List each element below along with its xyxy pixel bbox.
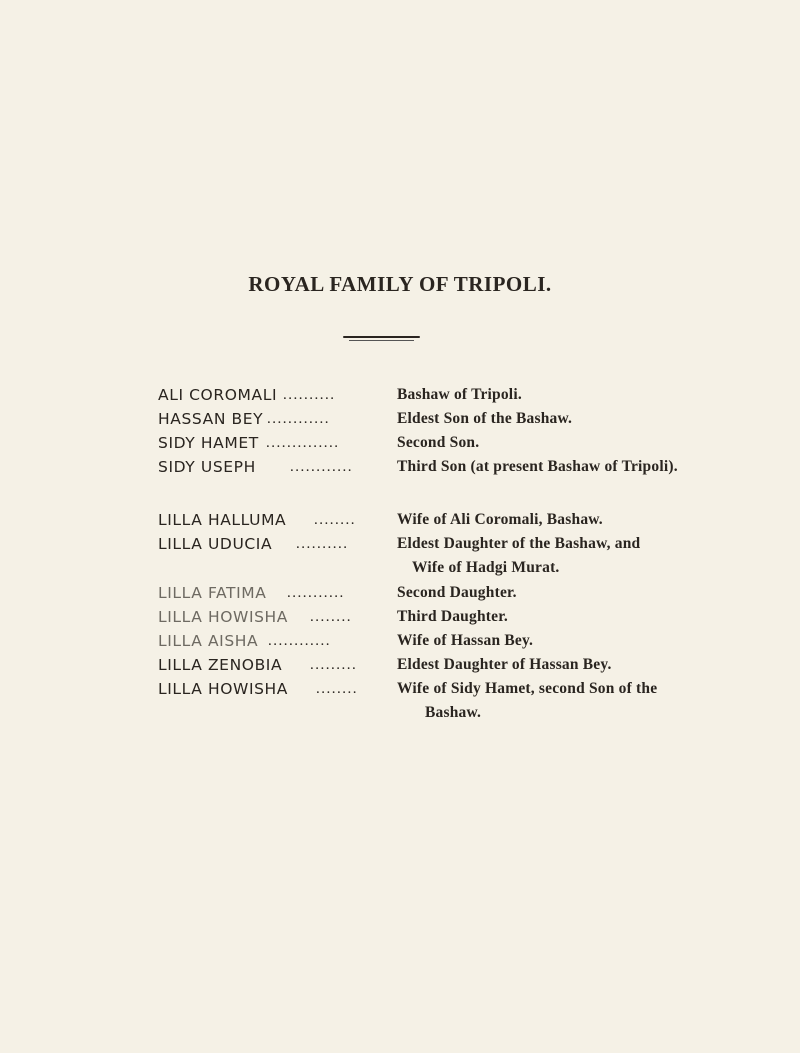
list-item (158, 533, 678, 557)
member-name: SIDY HAMET (158, 434, 259, 452)
member-name: LILLA HOWISHA (158, 608, 289, 626)
member-title: Second Son. (397, 434, 480, 451)
member-title: Wife of Ali Coromali, Bashaw. (397, 511, 603, 528)
list-item (158, 456, 678, 480)
member-name: LILLA ZENOBIA (158, 656, 283, 674)
leader-dots: .............. (266, 435, 340, 451)
member-name: LILLA FATIMA (158, 584, 267, 602)
member-title: Bashaw of Tripoli. (397, 386, 522, 403)
member-title: Third Daughter. (397, 608, 508, 625)
list-item (158, 384, 678, 408)
list-item (158, 509, 678, 533)
list-item (158, 678, 678, 702)
list-item (158, 408, 678, 432)
leader-dots: .......... (283, 387, 336, 403)
list-item (158, 582, 678, 606)
leader-dots: ............ (268, 633, 331, 649)
leader-dots: ........ (310, 609, 352, 625)
member-title-continued: Bashaw. (425, 704, 482, 721)
list-item (158, 630, 678, 654)
leader-dots: ........... (287, 585, 345, 601)
member-title-continued: Wife of Hadgi Murat. (412, 559, 560, 576)
leader-dots: .......... (296, 536, 349, 552)
member-title: Eldest Son of the Bashaw. (397, 410, 573, 427)
member-name: LILLA AISHA (158, 632, 259, 650)
list-item (158, 606, 678, 630)
leader-dots: ........ (316, 681, 358, 697)
member-name: LILLA UDUCIA (158, 535, 273, 553)
member-name: ALI COROMALI (158, 386, 278, 404)
list-item (158, 432, 678, 456)
member-name: SIDY USEPH (158, 458, 256, 476)
list-item (158, 654, 678, 678)
member-title: Wife of Sidy Hamet, second Son of the (397, 680, 658, 697)
leader-dots: ........ (314, 512, 356, 528)
leader-dots: ............ (267, 411, 330, 427)
member-name: HASSAN BEY (158, 410, 264, 428)
member-title: Third Son (at present Bashaw of Tripoli). (397, 458, 678, 475)
member-title: Eldest Daughter of the Bashaw, and (397, 535, 641, 552)
member-title: Wife of Hassan Bey. (397, 632, 534, 649)
title-divider (343, 336, 420, 338)
page-title: ROYAL FAMILY OF TRIPOLI. (248, 272, 552, 296)
leader-dots: ............ (290, 459, 353, 475)
member-title: Second Daughter. (397, 584, 517, 601)
member-name: LILLA HOWISHA (158, 680, 289, 698)
member-title: Eldest Daughter of Hassan Bey. (397, 656, 612, 673)
leader-dots: ......... (310, 657, 358, 673)
member-name: LILLA HALLUMA (158, 511, 287, 529)
